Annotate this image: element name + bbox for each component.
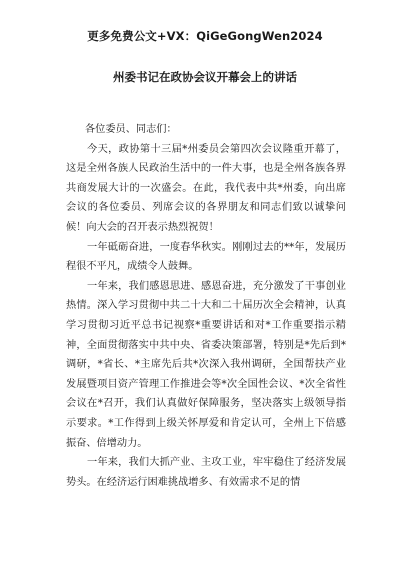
paragraph-review: 一年砥砺奋进，一度春华秋实。刚刚过去的**年，发展历程很不平凡，成绩令人鼓舞。 xyxy=(66,241,346,273)
document-body xyxy=(66,120,346,492)
salutation: 各位委员、同志们： xyxy=(85,124,177,135)
paragraph-achievements: 一年来，我们感恩思进、感恩奋进，充分激发了干事创业热情。深入学习贯彻中共二十大和二十届历次全会精神，认真学习贯彻习近平总书记视察*重要讲话和对*工作重要指示精神，全面贯彻落实中共中央、省委决策部署，特别是*先后到*调研，*省长、*主席先后共*次深入我州调研，全国帮扶产业发展暨项目资产管理工作推进会等*次全国性会议、*次全省性会议在*召开，我们认真做好保障服务，坚决落实上级领导指示要求。*工作得到上级关怀厚爱和肯定认可，全州上下倍感振奋、倍增动力。 xyxy=(66,280,346,449)
paragraph-industry: 一年来，我们大抓产业、主攻工业，牢牢稳住了经济发展势头。在经济运行困难挑战增多、有效需求不足的情 xyxy=(66,457,346,488)
paragraph-opening: 今天，政协第十三届*州委员会第四次会议隆重开幕了，这是全州各族人民政治生活中的一件大事，也是全州各族各界共商发展大计的一次盛会。在此，我代表中共*州委，向出席会议的各位委员、列席会议的各界朋友和同志们致以诚挚问候！向大会的召开表示热烈祝贺！ xyxy=(66,143,346,233)
document-title: 州委书记在政协会议开幕会上的讲话 xyxy=(113,70,297,84)
promo-banner: 更多免费公文+VX：QiGeGongWen2024 xyxy=(87,29,323,43)
